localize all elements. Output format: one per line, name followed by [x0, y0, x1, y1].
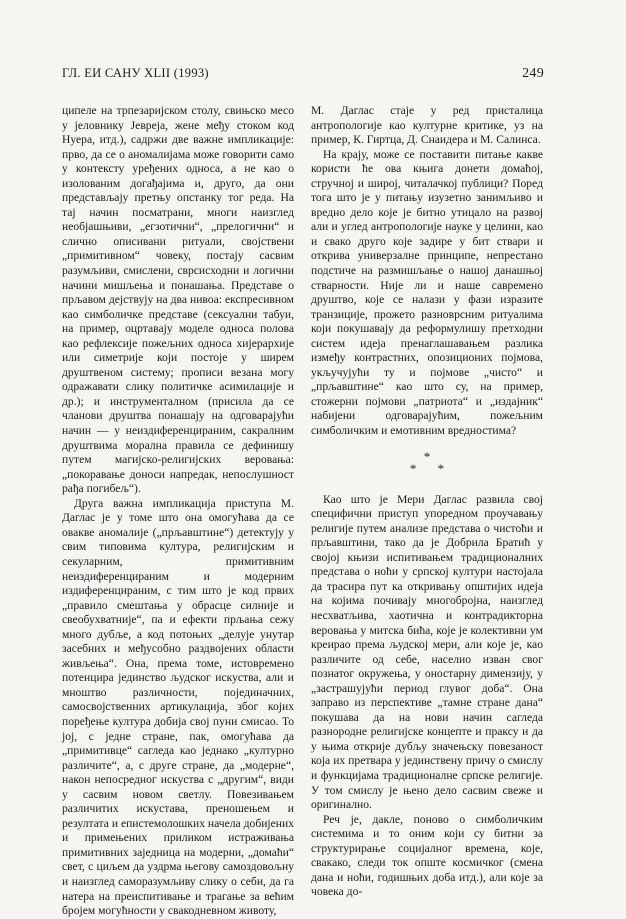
paragraph: Као што је Мери Даглас развила свој специфични приступ упоредном проучавању религије путем анализе представа о чистоћи и прљавштини, тако да је Добрила Братић у својој књизи испитивањем традиционалних представа о ноћи у српској култури настојала да трасира пут ка откривању општијих идеја на којима почивају многобројна, наизглед несхватљива, хаотична и контрадикторна веровања у митска бића, које је колективни ум креирао према људској мери, али које је, као различите од себе, населио изван свог познатог окружења, у оностарну димензију, у „застрашујући период глувог доба“. Она заправо из перспективе „тамне стране дана“ покушава да на нови начин сагледа разнородне религијске концепте и праксу и да у њима открије дубљу значењску повезаност која их претвара у јединствену причу о смислу и функцијама традиционалне српске религије. У том смислу је њено дело сасвим свеже и оригинално. [311, 492, 543, 812]
paragraph: ципеле на трпезаријском столу, свињско месо у јеловнику Јевреја, жене међу стоком код Нуера, итд.), садржи две важне импликације: прво, да се о аномалијама може говорити само у контексту уређених односа, а не као о изолованим догађајима и, друго, да они представљају претњу опстанку тог реда. На тај начин посматрани, многи наизглед необјашњиви, „егзотични“, „прелогични“ и слично описивани ритуали, својствени „примитивном“ човеку, постају сасвим разумљиви, смислени, сврсисходни и логични начини мишљења и понашања. Представе о прљавом дејствују на два нивоа: експресивном као симболичке представе (сексуални табуи, на пример, оцртавају моделе односа полова као рефлексије пожељних односа хијерархије или симетрије који постоје у ширем друштвеном систему; прописи везана могу одражавати слику политичке асимилације и др.); и инструменталном (присила да се чланови друштва понашају на одговарајући начин — у неиздиференцираним, сакралним друштвима морална правила се дефинишу путем магијско-религијских веровања: „покоравање доноси напредак, непослушност рађа погибељ“). [62, 104, 294, 496]
paragraph: М. Даглас стаје у ред присталица антропологије као културне критике, уз на пример, К. Гиртца, Д. Снаидера и М. Салинса. [311, 104, 543, 147]
paragraph: Реч је, дакле, поново о симболичким системима и то оним који су битни за структурирање социјалног времена, које, свакако, следи ток опште космичког (смена дана и ноћи, годишњих доба итд.), али које за човека до- [311, 812, 543, 899]
running-header [62, 66, 544, 82]
journal-title: ГЛ. ЕИ САНУ XLII (1993) [62, 66, 209, 80]
paragraph: На крају, може се поставити питање какве користи ће ова књига донети домаћој, стручној и широј, читалачкој публици? Поред тога што је у питању изузетно занимљиво и вредно дело које је битно утицало на развој али и углед антропологије науке у целини, као и свако друго које задире у бит ствари и открива универзалне принципе, непрестано подстиче на размишљање о нашој данашњој стварности. Није ли и наше савремено друштво, које се налази у фази изразите транзиције, прожето разноврсним ритуалима који покушавају да реформулишу претходни систем идеја пренаглашавањем разлика између контрастних, опозиционих појмова, укључујући ту и појмове „чисто“ и „прљавштине“ као што су, на пример, стожерни појмови „патриота“ и „издајник“ набијени одговарајућим, пожељним симболичким и емотивним вредностима? [311, 147, 543, 438]
separator-stars: * * [409, 460, 445, 476]
paragraph: Друга важна импликација приступа М. Даглас је у томе што она омогућава да се овакве аномалије („прљавштине“) детектују у свим типовима култура, религијским и секуларним, примитивним неиздиференцираним и модерним издиференцираним, с тим што је код првих „правило смештања у обрасце силније и свеобухватније“, па и ефекти прљања сежу много дубље, а код потоњих „делује унутар засебних и међусобно раздвојених области живљења“. Она, према томе, истовремено потенцира јединство људског искуства, али и мноштво различности, појединачних, самосвојственних артикулација, због којих поређење култура добија свој пуни смисао. То јој, с једне стране, пак, омогућава да „примитивце“ сагледа као једнако „културно различите“, а, с друге стране, да „модерне“, након непосредног искуства с „другим“, види у сасвим новом светлу. Повезивањем различитих искустава, преношењем и резултата и епистемолошких начела добијених и примењених приликом истраживања примитивних заједница на модерни, „домаћи“ свет, с циљем да уздрма његову самоздовољну и наизглед саморазумљиву слику о себи, да га натера на преиспитивање и трагање за већим бројем могућности у свакодневном животу, [62, 496, 294, 918]
left-column [62, 104, 294, 919]
page-number: 249 [522, 66, 544, 81]
separator-star: * [423, 448, 431, 464]
right-column [311, 104, 543, 900]
section-separator [311, 448, 543, 487]
